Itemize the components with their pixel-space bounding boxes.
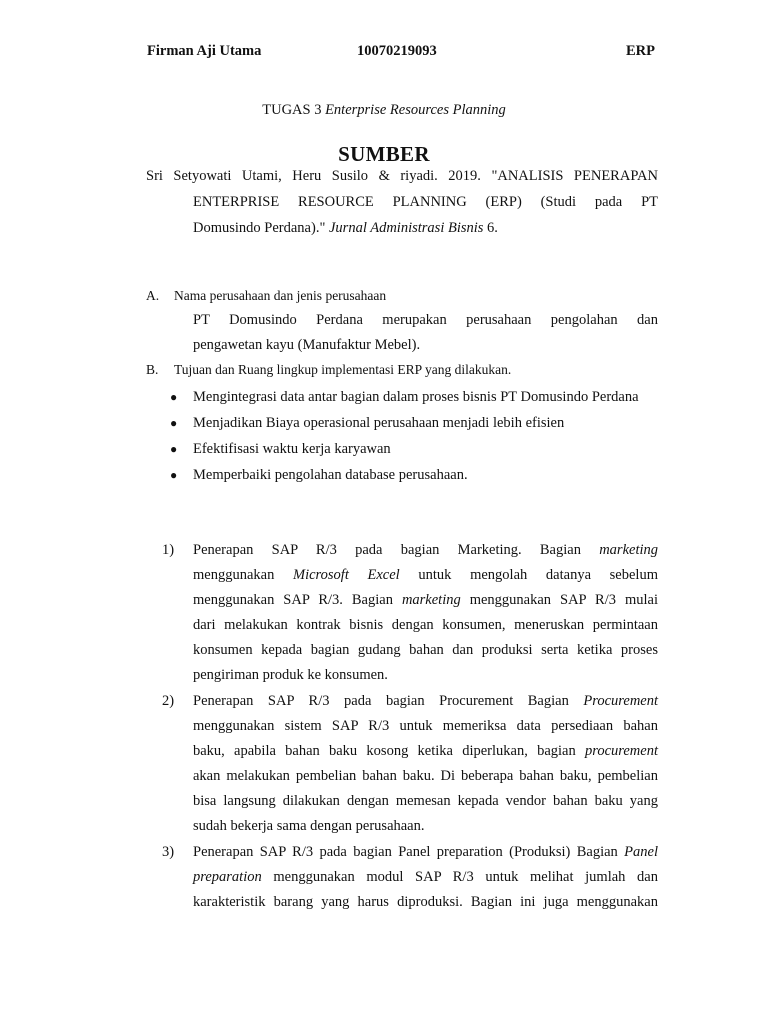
list-line: karakteristik barang yang harus diproduksi. Bagian ini juga menggunakan — [193, 894, 658, 910]
list-line: baku, apabila bahan baku kosong ketika diperlukan, bagian procurement — [193, 743, 658, 759]
list-line: Penerapan SAP R/3 pada bagian Procurement Bagian Procurement — [193, 693, 658, 709]
list-item — [166, 463, 658, 488]
list-item — [162, 689, 658, 839]
assignment-title — [0, 102, 768, 119]
subject-code: ERP — [626, 43, 655, 59]
list-line: menggunakan SAP R/3. Bagian marketing menggunakan SAP R/3 mulai — [193, 592, 658, 608]
section-b-title: Tujuan dan Ruang lingkup implementasi ERP yang dilakukan. — [174, 362, 512, 377]
reference-text: Domusindo Perdana)." — [193, 220, 329, 236]
reference-volume: 6. — [483, 220, 498, 236]
list-line: bisa langsung dilakukan dengan memesan kepada vendor bahan baku yang — [193, 793, 658, 809]
sumber-heading: SUMBER — [338, 142, 430, 166]
reference-citation — [146, 163, 658, 241]
bullet-icon: ● — [170, 442, 178, 456]
title-prefix: TUGAS 3 — [262, 102, 326, 118]
author-name: Firman Aji Utama — [147, 43, 262, 59]
italic-term: preparation — [193, 869, 262, 885]
list-line: akan melakukan pembelian bahan baku. Di beberapa bahan baku, pembelian — [193, 768, 658, 784]
list-item — [166, 437, 658, 462]
list-line: Penerapan SAP R/3 pada bagian Marketing. Bagian marketing — [193, 542, 658, 558]
list-number: 3) — [162, 844, 175, 860]
journal-name: Jurnal Administrasi Bisnis — [329, 220, 484, 236]
bullet-text: Memperbaiki pengolahan database perusahaan. — [193, 467, 468, 483]
italic-term: Procurement — [583, 693, 658, 709]
list-line: menggunakan Microsoft Excel untuk mengolah datanya sebelum — [193, 567, 658, 583]
section-b-heading — [146, 362, 511, 378]
list-number: 1) — [162, 542, 175, 558]
list-line: preparation menggunakan modul SAP R/3 untuk melihat jumlah dan — [193, 869, 658, 885]
italic-term: marketing — [401, 592, 461, 608]
student-id: 10070219093 — [357, 43, 437, 59]
italic-term: procurement — [584, 743, 658, 759]
section-a-body — [193, 308, 658, 358]
bullet-icon: ● — [170, 390, 178, 404]
list-line: menggunakan sistem SAP R/3 untuk memeriksa data persediaan bahan — [193, 718, 658, 734]
section-a-title: Nama perusahaan dan jenis perusahaan — [174, 288, 387, 303]
list-line: konsumen kepada bagian gudang bahan dan produksi serta ketika proses — [193, 642, 658, 658]
section-a-line-2: pengawetan kayu (Manufaktur Mebel). — [193, 337, 421, 353]
bullet-text: Menjadikan Biaya operasional perusahaan menjadi lebih efisien — [193, 415, 565, 431]
implementation-list — [162, 538, 658, 916]
list-item — [166, 411, 658, 436]
list-number: 2) — [162, 693, 175, 709]
objectives-list — [166, 385, 658, 489]
bullet-text: Efektifisasi waktu kerja karyawan — [193, 441, 391, 457]
title-italic: Enterprise Resources Planning — [325, 102, 506, 118]
bullet-icon: ● — [170, 468, 178, 482]
reference-line-2: ENTERPRISE RESOURCE PLANNING (ERP) (Studi pada PT — [193, 194, 658, 210]
section-a-heading — [146, 288, 386, 304]
list-item — [162, 840, 658, 915]
reference-line-1: Sri Setyowati Utami, Heru Susilo & riyadi. 2019. "ANALISIS PENERAPAN — [146, 168, 658, 184]
italic-term: marketing — [599, 542, 658, 558]
reference-line-3 — [146, 215, 658, 241]
section-b-label: B. — [146, 362, 159, 377]
section-a-line-1: PT Domusindo Perdana merupakan perusahaan pengolahan dan — [193, 312, 658, 328]
italic-term: Microsoft Excel — [293, 567, 400, 583]
bullet-icon: ● — [170, 416, 178, 430]
page-header — [0, 43, 768, 63]
bullet-text: Mengintegrasi data antar bagian dalam proses bisnis PT Domusindo Perdana — [193, 389, 639, 405]
italic-term: Panel — [624, 844, 658, 860]
list-line: Penerapan SAP R/3 pada bagian Panel preparation (Produksi) Bagian Panel — [193, 844, 658, 860]
list-line: dari melakukan kontrak bisnis dengan konsumen, meneruskan permintaan — [193, 617, 658, 633]
list-line: pengiriman produk ke konsumen. — [193, 667, 388, 683]
section-a-label: A. — [146, 288, 160, 303]
list-item — [166, 385, 658, 410]
list-line: sudah bekerja sama dengan perusahaan. — [193, 818, 425, 834]
list-item — [162, 538, 658, 688]
